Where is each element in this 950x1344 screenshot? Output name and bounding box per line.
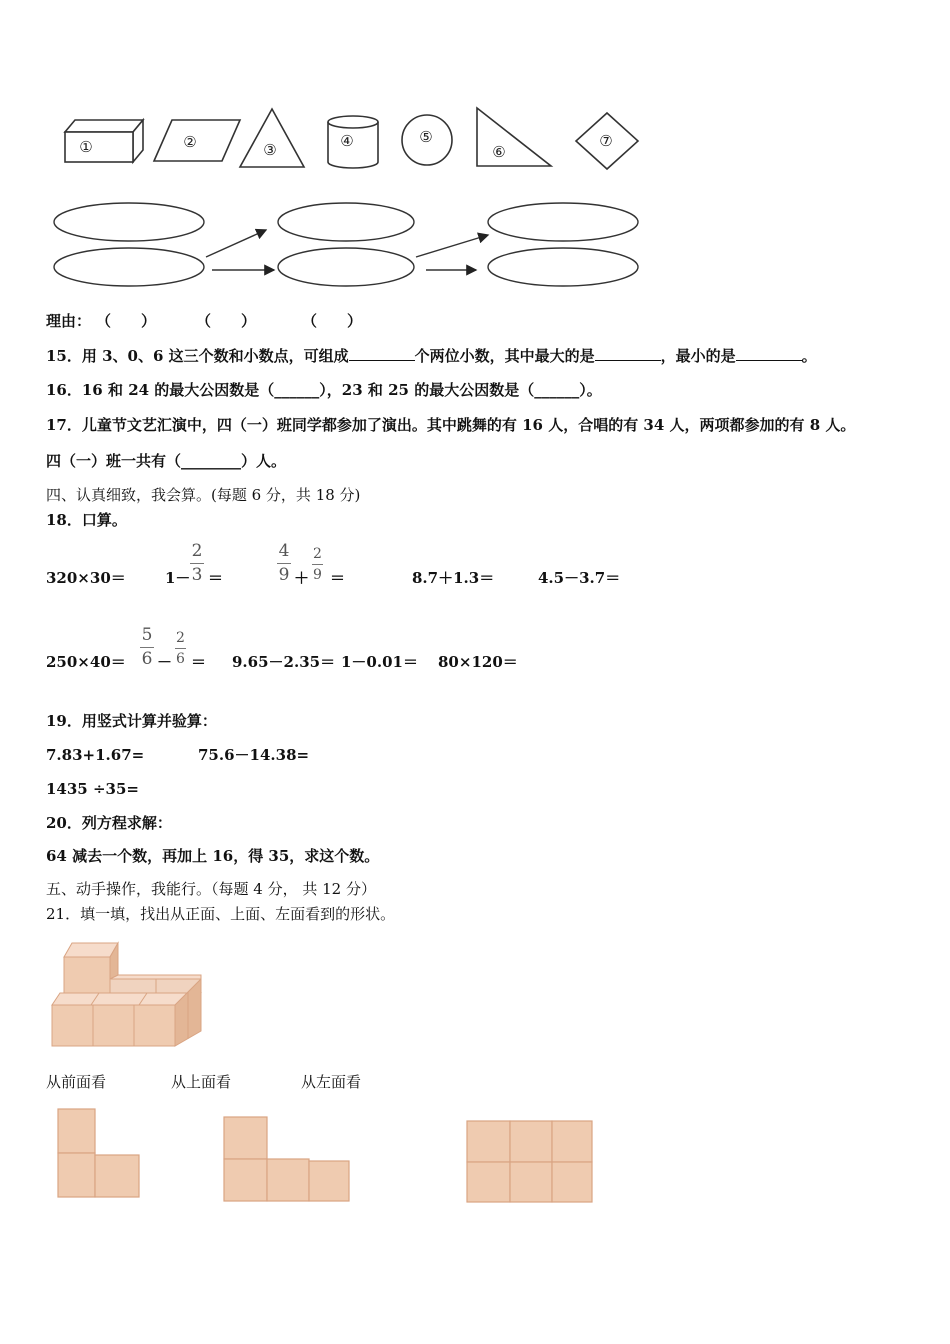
calc-plus: ＋	[294, 569, 310, 587]
frac-2-9-den: 9	[313, 567, 322, 583]
q15-blank-1[interactable]	[349, 346, 415, 361]
q17-line2: 四（一）班一共有（________）人。	[46, 452, 287, 470]
q20-num: 20．	[46, 814, 82, 832]
cube-stack-figure	[46, 935, 216, 1053]
calc-9.65-2.35: 9.65－2.35＝	[232, 653, 336, 671]
q18-title	[46, 511, 127, 529]
arrow-2-up	[416, 235, 488, 257]
q18-num: 18．	[46, 511, 82, 529]
q15-num: 15．	[46, 347, 82, 365]
arrow-1-up	[206, 230, 266, 257]
q15-text-c: ，最小的是	[660, 347, 736, 365]
q15-text-b: 个两位小数，其中最大的是	[414, 347, 595, 365]
q20-text: 64 减去一个数，再加上 16，得 35，求这个数。	[46, 847, 380, 865]
reason-label: 理由：	[46, 312, 92, 330]
frac-2-6-den: 6	[176, 651, 185, 667]
frac-2-3	[190, 543, 204, 584]
calc-minus: －	[157, 653, 173, 671]
ellipse-2a	[278, 203, 414, 241]
q16-num: 16．	[46, 381, 82, 399]
shape-label-2: ②	[183, 133, 197, 151]
frac-5-6-den: 6	[141, 649, 153, 669]
parallelogram-shape	[154, 120, 240, 161]
q18-title-text: 口算。	[81, 511, 127, 529]
ellipse-3b	[488, 248, 638, 286]
frac-2-9-num: 2	[313, 546, 322, 562]
frac-2-6	[175, 631, 186, 666]
section4-title: 四、认真细致，我会算。(每题 6 分，共 18 分)	[46, 486, 361, 504]
shape-label-1: ①	[79, 138, 93, 156]
section5-title: 五、动手操作，我能行。（每题 4 分， 共 12 分）	[46, 880, 376, 898]
q15-text-a: 用 3、0、6 这三个数和小数点，可组成	[81, 347, 349, 365]
frac-4-9-num: 4	[278, 541, 290, 561]
q15	[46, 346, 817, 365]
q19-title	[46, 712, 217, 730]
frac-5-6-num: 5	[141, 625, 153, 645]
frac-2-3-num: 2	[191, 541, 203, 561]
ellipse-2b	[278, 248, 414, 286]
view-label-left: 从左面看	[301, 1073, 362, 1091]
calc-4.5-3.7: 4.5－3.7＝	[538, 569, 621, 587]
reason-blank-3[interactable]: （ ）	[302, 312, 363, 330]
reason-blank-2[interactable]: （ ）	[196, 312, 257, 330]
classification-diagram	[0, 195, 700, 295]
cuboid-shape	[65, 120, 143, 162]
ellipse-1a	[54, 203, 204, 241]
q21-title-text: 填一填，找出从正面、上面、左面看到的形状。	[80, 905, 396, 923]
q15-text-d: 。	[801, 347, 817, 365]
q16-text: 16 和 24 的最大公因数是（______），23 和 25 的最大公因数是（______）。	[81, 381, 602, 399]
q17	[46, 416, 855, 434]
q17-num: 17．	[46, 416, 82, 434]
shapes-row	[0, 95, 700, 185]
frac-2-3-den: 3	[191, 565, 203, 585]
frac-5-6	[140, 627, 154, 668]
view-label-front: 从前面看	[46, 1073, 107, 1091]
calc-1-0.01: 1－0.01＝	[341, 653, 418, 671]
shape-label-3: ③	[263, 141, 277, 159]
frac-2-6-num: 2	[176, 630, 185, 646]
ellipse-3a	[488, 203, 638, 241]
q19-title-text: 用竖式计算并验算：	[81, 712, 217, 730]
calc-250x40: 250×40＝	[46, 653, 126, 671]
q16	[46, 381, 602, 399]
shape-label-6: ⑥	[492, 143, 506, 161]
q20-title-text: 列方程求解：	[81, 814, 172, 832]
front-view-figure	[52, 1105, 147, 1205]
calc-320x30: 320×30＝	[46, 569, 126, 587]
frac-2-9	[312, 547, 323, 582]
q15-blank-2[interactable]	[595, 346, 661, 361]
q15-blank-3[interactable]	[736, 346, 802, 361]
q21-title	[46, 905, 395, 923]
shape-label-4: ④	[340, 132, 354, 150]
q19-item-3: 1435 ÷35=	[46, 780, 139, 798]
ellipse-1b	[54, 248, 204, 286]
calc-eq-2: ＝	[330, 569, 346, 587]
calc-80x120: 80×120＝	[438, 653, 518, 671]
calc-eq-3: ＝	[191, 653, 207, 671]
view-label-top: 从上面看	[171, 1073, 232, 1091]
q17-text: 儿童节文艺汇演中，四（一）班同学都参加了演出。其中跳舞的有 16 人，合唱的有 34 人，两项都参加的有 8 人。	[81, 416, 856, 434]
top-view-figure	[218, 1112, 358, 1207]
q19-num: 19．	[46, 712, 82, 730]
shape-label-5: ⑤	[419, 128, 433, 146]
frac-4-9	[277, 543, 291, 584]
calc-1-minus: 1－	[165, 569, 191, 587]
reason-blank-1[interactable]: （ ）	[96, 312, 157, 330]
shape-label-7: ⑦	[599, 132, 613, 150]
q21-num: 21．	[46, 905, 81, 923]
q19-item-1: 7.83+1.67=	[46, 746, 145, 764]
q20-title	[46, 814, 172, 832]
calc-8.7+1.3: 8.7＋1.3＝	[412, 569, 495, 587]
frac-4-9-den: 9	[278, 565, 290, 585]
calc-eq-1: ＝	[208, 569, 224, 587]
left-view-figure	[462, 1116, 598, 1208]
q19-item-2: 75.6－14.38=	[198, 746, 310, 764]
right-triangle-shape	[477, 108, 551, 166]
